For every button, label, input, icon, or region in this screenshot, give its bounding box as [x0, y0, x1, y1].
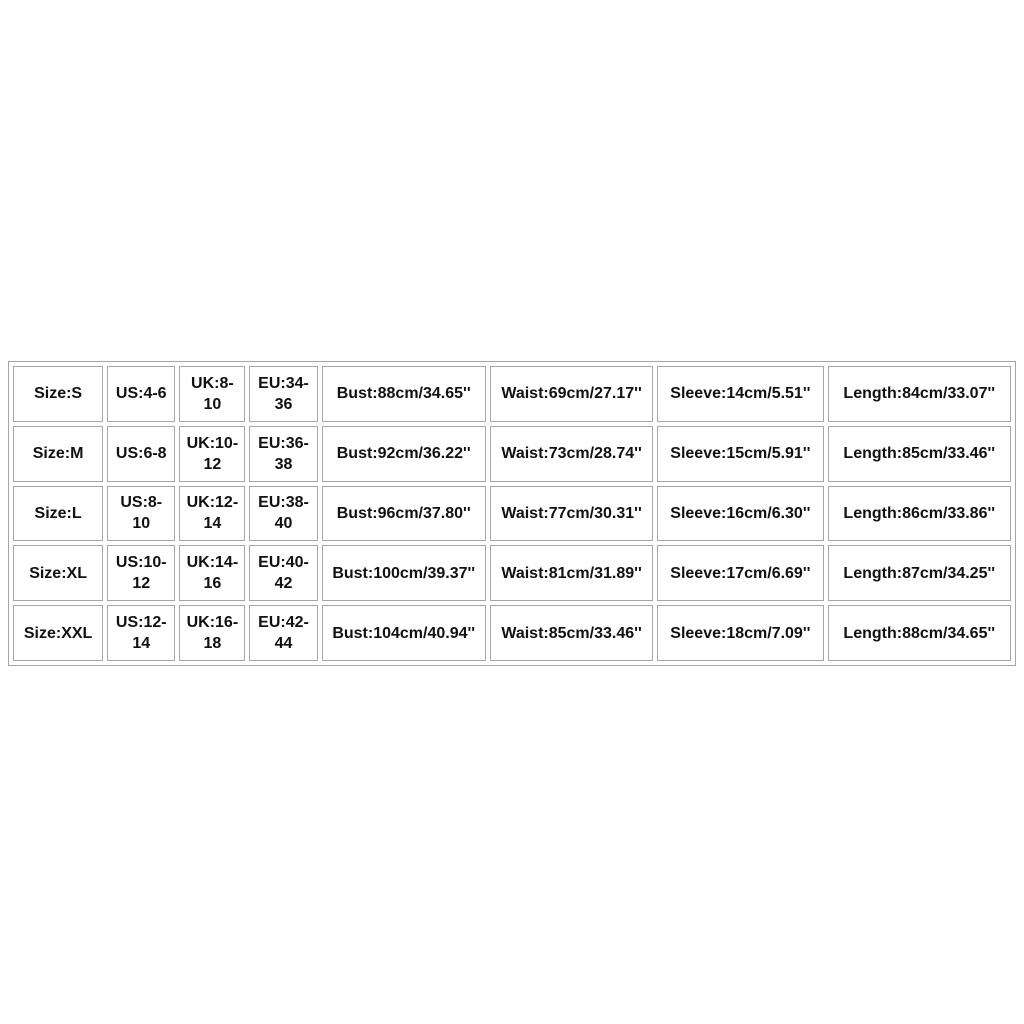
sleeve-cell: Sleeve:15cm/5.91'' — [657, 426, 823, 482]
sleeve-cell: Sleeve:16cm/6.30'' — [657, 486, 823, 542]
uk-size-cell: UK:12- 14 — [179, 486, 245, 542]
size-cell: Size:L — [13, 486, 103, 542]
uk-size-cell: UK:14- 16 — [179, 545, 245, 601]
bust-cell: Bust:100cm/39.37'' — [322, 545, 486, 601]
size-cell: Size:S — [13, 366, 103, 422]
length-cell: Length:84cm/33.07'' — [828, 366, 1011, 422]
waist-cell: Waist:69cm/27.17'' — [490, 366, 653, 422]
size-row-m — [13, 426, 1011, 482]
bust-cell: Bust:96cm/37.80'' — [322, 486, 486, 542]
length-cell: Length:88cm/34.65'' — [828, 605, 1011, 661]
eu-size-cell: EU:38- 40 — [249, 486, 317, 542]
uk-size-cell: UK:10- 12 — [179, 426, 245, 482]
bust-cell: Bust:88cm/34.65'' — [322, 366, 486, 422]
bust-cell: Bust:92cm/36.22'' — [322, 426, 486, 482]
size-cell: Size:XXL — [13, 605, 103, 661]
size-row-xl — [13, 545, 1011, 601]
us-size-cell: US:6-8 — [107, 426, 175, 482]
waist-cell: Waist:85cm/33.46'' — [490, 605, 653, 661]
sleeve-cell: Sleeve:14cm/5.51'' — [657, 366, 823, 422]
size-row-s — [13, 366, 1011, 422]
size-row-xxl — [13, 605, 1011, 661]
size-chart-table — [8, 361, 1016, 666]
eu-size-cell: EU:40- 42 — [249, 545, 317, 601]
size-cell: Size:XL — [13, 545, 103, 601]
eu-size-cell: EU:36- 38 — [249, 426, 317, 482]
us-size-cell: US:4-6 — [107, 366, 175, 422]
waist-cell: Waist:73cm/28.74'' — [490, 426, 653, 482]
waist-cell: Waist:77cm/30.31'' — [490, 486, 653, 542]
size-cell: Size:M — [13, 426, 103, 482]
uk-size-cell: UK:8- 10 — [179, 366, 245, 422]
bust-cell: Bust:104cm/40.94'' — [322, 605, 486, 661]
waist-cell: Waist:81cm/31.89'' — [490, 545, 653, 601]
length-cell: Length:87cm/34.25'' — [828, 545, 1011, 601]
size-row-l — [13, 486, 1011, 542]
uk-size-cell: UK:16- 18 — [179, 605, 245, 661]
eu-size-cell: EU:34- 36 — [249, 366, 317, 422]
us-size-cell: US:10- 12 — [107, 545, 175, 601]
us-size-cell: US:8- 10 — [107, 486, 175, 542]
eu-size-cell: EU:42- 44 — [249, 605, 317, 661]
length-cell: Length:86cm/33.86'' — [828, 486, 1011, 542]
length-cell: Length:85cm/33.46'' — [828, 426, 1011, 482]
us-size-cell: US:12- 14 — [107, 605, 175, 661]
sleeve-cell: Sleeve:17cm/6.69'' — [657, 545, 823, 601]
sleeve-cell: Sleeve:18cm/7.09'' — [657, 605, 823, 661]
